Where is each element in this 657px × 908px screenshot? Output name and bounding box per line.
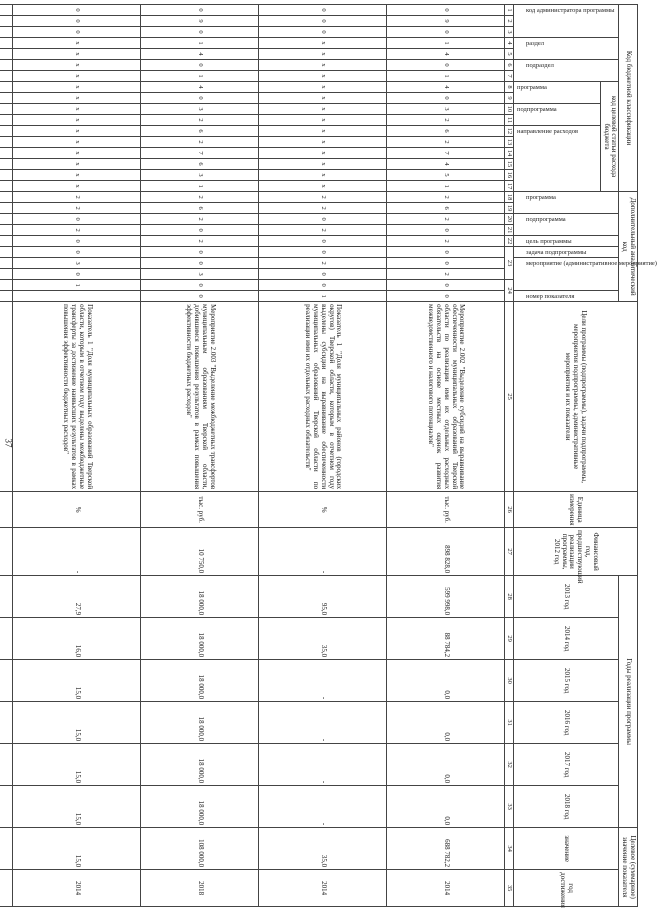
y2017-cell: - [259, 744, 387, 786]
y2013-cell: 18 000,0 [141, 576, 259, 618]
code-cell: 0 [387, 5, 505, 16]
header-target-code: код целевой статьи расхода бюджета [600, 82, 619, 192]
an-task-label: задача подпрограммы [526, 249, 587, 257]
code-cell: 0 [259, 27, 387, 38]
code-cell: 2 [387, 236, 505, 247]
column-index: 8 [505, 82, 513, 93]
column-index: 32 [505, 744, 513, 786]
y2017-cell: 18 000,0 [141, 744, 259, 786]
code-cell [0, 71, 13, 82]
code-cell: 2 [141, 214, 259, 225]
table-row [0, 5, 13, 907]
header-year-2015: 2015 год [513, 660, 619, 702]
base-cell: - [259, 528, 387, 576]
year-cell: 2014 [387, 870, 505, 907]
code-cell: 2 [13, 225, 141, 236]
code-cell: 4 [387, 159, 505, 170]
code-cell: x [259, 71, 387, 82]
column-index: 4 [505, 38, 513, 49]
y2016-cell: 0,0 [387, 702, 505, 744]
code-cell: x [13, 82, 141, 93]
column-index: 26 [505, 492, 513, 528]
header-code-admin [513, 5, 619, 38]
column-index: 1 [505, 5, 513, 16]
code-cell: 2 [259, 203, 387, 214]
code-cell [0, 60, 13, 71]
code-cell: 2 [387, 115, 505, 126]
code-cell: 7 [387, 148, 505, 159]
column-index: 33 [505, 786, 513, 828]
an-subprogram-label: подпрограмма [526, 216, 566, 224]
table-body [0, 5, 505, 907]
y2014-cell: 88 784,2 [387, 618, 505, 660]
code-cell: 0 [259, 214, 387, 225]
column-index: 29 [505, 618, 513, 660]
header-ts-program [513, 82, 600, 104]
code-cell: 1 [13, 280, 141, 291]
code-cell: x [259, 60, 387, 71]
header-years-group: Годы реализации программы [619, 576, 638, 828]
column-index: 27 [505, 528, 513, 576]
goal-text-cell: Мероприятие 2.003 "Выделение межбюджетных трансфертов муниципальным образованиям Тверской области, добившимся повышения результатов в рамках повышения эффективности бюджетных расходов" [141, 302, 259, 492]
column-index: 18 [505, 192, 513, 203]
code-cell: x [13, 104, 141, 115]
table-row [141, 5, 259, 907]
y2017-cell: 15,0 [13, 744, 141, 786]
code-cell: 0 [141, 225, 259, 236]
y2015-cell [0, 660, 13, 702]
base-cell: 898 828,0 [387, 528, 505, 576]
code-cell [0, 269, 13, 280]
code-cell: 0 [141, 93, 259, 104]
page-number: 37 [3, 438, 14, 448]
code-cell: 6 [141, 203, 259, 214]
code-cell: 0 [259, 280, 387, 291]
column-index: 11 [505, 115, 513, 126]
column-index: 23 [505, 247, 513, 280]
code-cell: 7 [141, 148, 259, 159]
code-cell: 0 [387, 27, 505, 38]
code-cell: 1 [387, 71, 505, 82]
code-cell: x [13, 49, 141, 60]
target-cell: 15,0 [13, 828, 141, 870]
ts-subprogram-label: подпрограмма [516, 106, 557, 113]
code-cell: 0 [387, 247, 505, 258]
goal-text-cell [0, 302, 13, 492]
code-cell: 2 [387, 192, 505, 203]
code-cell: x [259, 115, 387, 126]
header-analytic-code: Дополнительный аналитический код [619, 192, 638, 302]
code-cell: x [259, 82, 387, 93]
code-cell: 6 [387, 126, 505, 137]
target-cell: 108 000,0 [141, 828, 259, 870]
code-cell: x [259, 38, 387, 49]
column-index: 7 [505, 71, 513, 82]
column-index: 15 [505, 159, 513, 170]
code-cell [0, 192, 13, 203]
column-index: 28 [505, 576, 513, 618]
code-cell: x [13, 93, 141, 104]
code-cell: x [13, 148, 141, 159]
code-cell: 0 [13, 214, 141, 225]
unit-cell: тыс. руб. [141, 492, 259, 528]
code-cell [0, 104, 13, 115]
code-cell [0, 5, 13, 16]
code-cell: 9 [387, 16, 505, 27]
code-cell [0, 170, 13, 181]
code-cell: 2 [387, 137, 505, 148]
column-index: 31 [505, 702, 513, 744]
code-cell: x [259, 170, 387, 181]
column-index: 2 [505, 16, 513, 27]
an-event-label: мероприятие (административное мероприятие) [526, 260, 657, 268]
header-subsection [513, 60, 619, 82]
y2018-cell: 18 000,0 [141, 786, 259, 828]
code-cell: 0 [141, 291, 259, 302]
table-row [259, 5, 387, 907]
header-fin-year: Финансовый год, предшествующий реализации программы, 2012 год [513, 528, 637, 576]
code-cell: 0 [387, 93, 505, 104]
year-cell: 2018 [141, 870, 259, 907]
code-cell: 6 [141, 159, 259, 170]
header-value: значение [513, 828, 619, 870]
code-cell: 0 [387, 280, 505, 291]
column-index: 34 [505, 828, 513, 870]
code-cell: 4 [141, 49, 259, 60]
code-cell: 0 [141, 258, 259, 269]
an-indicator-label: номер показателя [526, 293, 575, 301]
table-row [13, 5, 141, 907]
code-cell: 5 [387, 170, 505, 181]
y2017-cell [0, 744, 13, 786]
unit-cell: тыс. руб. [387, 492, 505, 528]
column-index: 13 [505, 137, 513, 148]
code-cell [0, 214, 13, 225]
target-cell [0, 828, 13, 870]
code-cell [0, 236, 13, 247]
code-cell: 2 [259, 258, 387, 269]
code-cell: 1 [141, 38, 259, 49]
y2014-cell [0, 618, 13, 660]
code-cell [0, 126, 13, 137]
code-cell [0, 247, 13, 258]
code-cell: 0 [387, 291, 505, 302]
code-cell: x [13, 38, 141, 49]
year-cell [0, 870, 13, 907]
header-an-program [513, 192, 619, 214]
header-year-2016: 2016 год [513, 702, 619, 744]
goal-text-cell: Показатель 1 "Доля муниципальных образований Тверской области, которым в отчетном году выделены межбюджетные трансферты за достижение наивысших результатов в рамках повышения эффективности бюджетных расходов" [13, 302, 141, 492]
code-cell: 1 [141, 71, 259, 82]
code-cell: 0 [259, 269, 387, 280]
code-cell: 2 [387, 214, 505, 225]
header-year-2013: 2013 год [513, 576, 619, 618]
code-cell: 6 [387, 203, 505, 214]
code-cell: x [13, 159, 141, 170]
header-year-2018: 2018 год [513, 786, 619, 828]
code-cell: 6 [141, 126, 259, 137]
code-cell: 4 [141, 82, 259, 93]
code-cell: x [259, 126, 387, 137]
ts-direction-label: направление расходов [516, 128, 578, 135]
code-cell: 0 [141, 280, 259, 291]
code-cell: 4 [387, 82, 505, 93]
code-cell: x [13, 60, 141, 71]
code-cell: 0 [141, 60, 259, 71]
code-cell: x [259, 159, 387, 170]
code-cell: 3 [141, 269, 259, 280]
an-goal-label: цель программы [526, 238, 572, 246]
code-cell [0, 203, 13, 214]
target-cell: 35,0 [259, 828, 387, 870]
y2016-cell: - [259, 702, 387, 744]
code-cell: 3 [387, 104, 505, 115]
y2018-cell [0, 786, 13, 828]
y2016-cell: 18 000,0 [141, 702, 259, 744]
column-index: 10 [505, 104, 513, 115]
code-admin-label: код администратора программы [526, 7, 615, 14]
an-program-label: программа [526, 194, 556, 202]
code-cell: 0 [259, 236, 387, 247]
code-cell [0, 181, 13, 192]
y2014-cell: 16,0 [13, 618, 141, 660]
unit-cell: % [259, 492, 387, 528]
code-cell: 9 [141, 16, 259, 27]
code-cell: 0 [259, 247, 387, 258]
column-index: 30 [505, 660, 513, 702]
base-cell: 10 750,0 [141, 528, 259, 576]
y2014-cell: 35,0 [259, 618, 387, 660]
unit-cell [0, 492, 13, 528]
code-cell: x [13, 181, 141, 192]
code-cell: 0 [13, 247, 141, 258]
column-index: 6 [505, 60, 513, 71]
code-cell: 0 [387, 225, 505, 236]
code-cell: 0 [259, 5, 387, 16]
code-cell: 0 [13, 27, 141, 38]
code-cell: 2 [387, 269, 505, 280]
code-cell: 2 [141, 137, 259, 148]
column-index: 22 [505, 236, 513, 247]
code-cell [0, 16, 13, 27]
code-cell: x [259, 104, 387, 115]
header-target-group: Целевое (суммарное) значение показателя [619, 828, 638, 907]
code-cell: 0 [13, 236, 141, 247]
column-index: 20 [505, 214, 513, 225]
header-section [513, 38, 619, 60]
column-index: 24 [505, 280, 513, 302]
header-year-2017: 2017 год [513, 744, 619, 786]
code-cell [0, 137, 13, 148]
code-cell: 2 [259, 225, 387, 236]
y2013-cell: 95,0 [259, 576, 387, 618]
header-goals: Цели программы (подпрограммы), задачи подпрограммы, мероприятия подпрограммы, административные мероприятия и их показатели [513, 302, 637, 492]
y2014-cell: 18 000,0 [141, 618, 259, 660]
code-cell: 0 [387, 60, 505, 71]
header-year-reach: год достижения [513, 870, 619, 907]
header-ts-subprogram [513, 104, 600, 126]
goal-text-cell: Мероприятие 2.002 "Выделение субсидий на выравнивание обеспеченности муниципальных образований Тверской области по реализации ими их отдельных расходных обязательств на основе местных оценок развития межведомственного и налогового потенциалов" [387, 302, 505, 492]
code-cell: 2 [259, 192, 387, 203]
code-cell: 0 [13, 16, 141, 27]
column-index: 14 [505, 148, 513, 159]
code-cell: 0 [141, 247, 259, 258]
column-index: 9 [505, 93, 513, 104]
target-cell: 688 782,2 [387, 828, 505, 870]
code-cell [13, 291, 141, 302]
column-index: 35 [505, 870, 513, 907]
program-table [0, 4, 657, 908]
column-index: 25 [505, 302, 513, 492]
code-cell [0, 27, 13, 38]
code-cell: x [259, 93, 387, 104]
year-cell: 2014 [259, 870, 387, 907]
code-cell: x [259, 137, 387, 148]
table-row [387, 5, 505, 907]
goal-text-cell: Показатель 1 "Доля муниципальных районов (городских округов) Тверской области, которым в отчетном году выделены субсидии на выравнивание обеспеченности муниципальных образований Тверской области по реализации ими их отдельных расходных обязательств" [259, 302, 387, 492]
y2015-cell: - [259, 660, 387, 702]
code-cell: x [13, 137, 141, 148]
header-year-2014: 2014 год [513, 618, 619, 660]
code-cell: 1 [387, 181, 505, 192]
code-cell: 0 [259, 16, 387, 27]
code-cell: 2 [141, 192, 259, 203]
year-cell: 2014 [13, 870, 141, 907]
y2013-cell: 27,9 [13, 576, 141, 618]
code-cell [0, 93, 13, 104]
column-index: 16 [505, 170, 513, 181]
code-cell: 2 [13, 192, 141, 203]
code-cell: 0 [387, 258, 505, 269]
code-cell: x [259, 49, 387, 60]
code-cell: x [13, 126, 141, 137]
y2013-cell: 599 998,0 [387, 576, 505, 618]
code-cell: 1 [259, 291, 387, 302]
code-cell [0, 115, 13, 126]
header-budget-classification: Код бюджетной классификации [619, 5, 638, 192]
code-cell: 0 [13, 269, 141, 280]
y2016-cell [0, 702, 13, 744]
header-an-indicator [513, 291, 619, 302]
base-cell: - [13, 528, 141, 576]
header-an-event [513, 258, 657, 291]
code-cell: x [259, 148, 387, 159]
code-cell [0, 82, 13, 93]
code-cell: 0 [13, 5, 141, 16]
code-cell: 0 [141, 5, 259, 16]
column-index: 5 [505, 49, 513, 60]
y2016-cell: 15,0 [13, 702, 141, 744]
code-cell: 3 [141, 104, 259, 115]
y2015-cell: 18 000,0 [141, 660, 259, 702]
column-index: 21 [505, 225, 513, 236]
section-label: раздел [526, 40, 545, 47]
header-an-goal [513, 236, 619, 247]
header-an-task [513, 247, 619, 258]
rotated-table-page [38, 4, 657, 908]
y2013-cell [0, 576, 13, 618]
code-cell [0, 280, 13, 291]
code-cell: 2 [13, 203, 141, 214]
code-cell: 3 [141, 170, 259, 181]
y2015-cell: 15,0 [13, 660, 141, 702]
code-cell: 1 [141, 181, 259, 192]
header-row-1 [619, 5, 638, 907]
code-cell: 1 [387, 38, 505, 49]
code-cell: x [259, 181, 387, 192]
code-cell: x [13, 71, 141, 82]
code-cell: 3 [13, 258, 141, 269]
column-index: 19 [505, 203, 513, 214]
header-an-subprogram [513, 214, 619, 236]
code-cell [0, 258, 13, 269]
code-cell: 2 [141, 236, 259, 247]
code-cell: 0 [141, 27, 259, 38]
code-cell [0, 148, 13, 159]
column-index: 3 [505, 27, 513, 38]
base-cell [0, 528, 13, 576]
column-index: 12 [505, 126, 513, 137]
subsection-label: подраздел [526, 62, 554, 69]
code-cell [0, 38, 13, 49]
code-cell [0, 225, 13, 236]
code-cell: 2 [141, 115, 259, 126]
code-cell [0, 159, 13, 170]
y2018-cell: 15,0 [13, 786, 141, 828]
unit-cell: % [13, 492, 141, 528]
header-unit: Единица измерения [513, 492, 637, 528]
ts-program-label: программа [516, 84, 547, 91]
header-ts-direction [513, 126, 600, 192]
code-cell: x [13, 170, 141, 181]
code-cell: 4 [387, 49, 505, 60]
code-cell [0, 291, 13, 302]
y2015-cell: 0,0 [387, 660, 505, 702]
column-index: 17 [505, 181, 513, 192]
y2017-cell: 0,0 [387, 744, 505, 786]
y2018-cell: - [259, 786, 387, 828]
column-index-row [505, 5, 513, 907]
code-cell: x [13, 115, 141, 126]
y2018-cell: 0,0 [387, 786, 505, 828]
code-cell [0, 49, 13, 60]
